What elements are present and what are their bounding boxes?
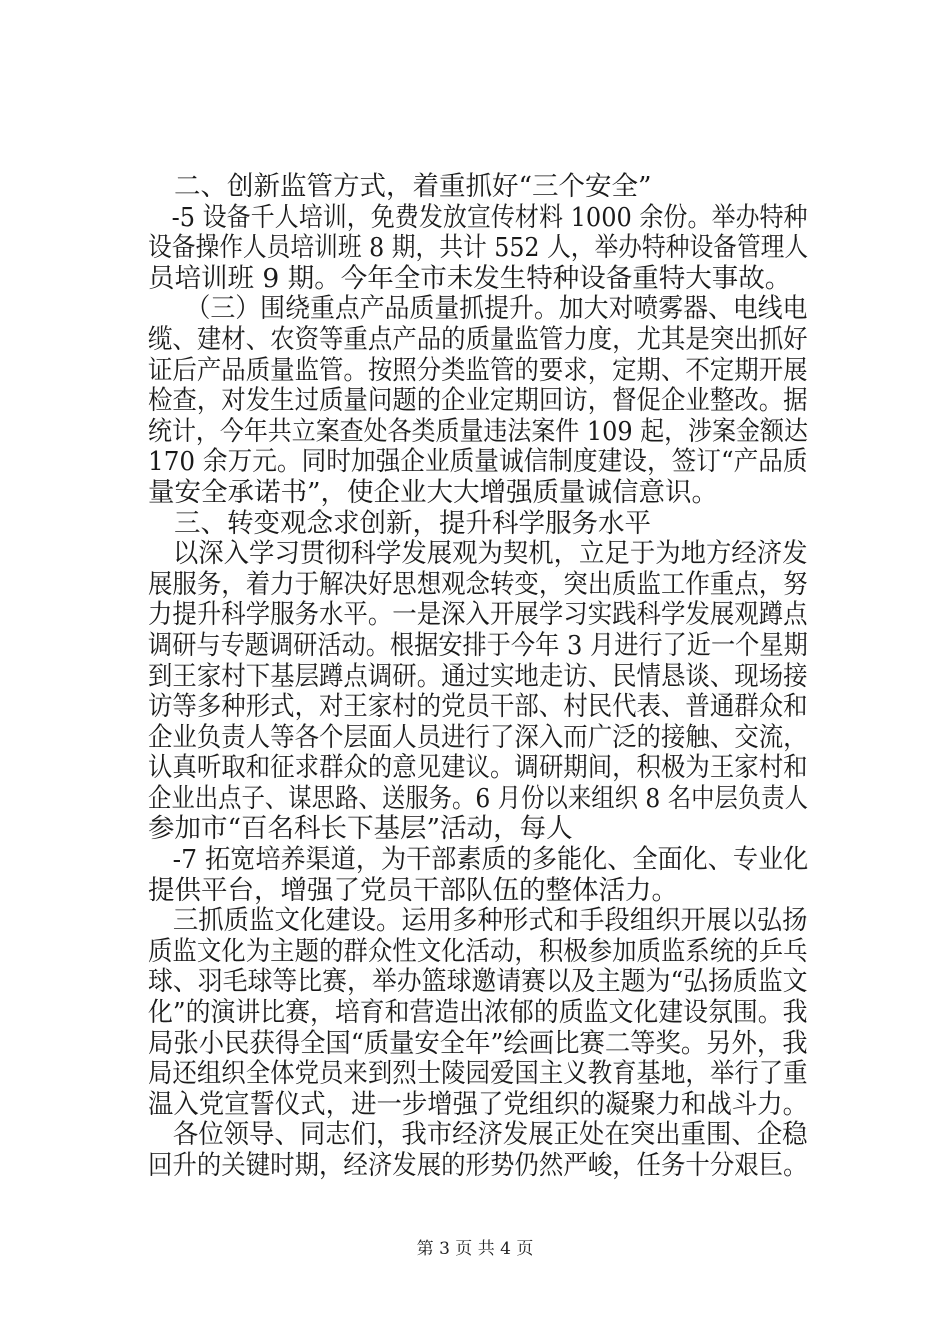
text-line: 提供平台，增强了党员干部队伍的整体活力。 [148,874,678,906]
text-line: 力提升科学服务水平。一是深入开展学习实践科学发展观蹲点 [148,599,808,631]
text-line: 量安全承诺书”，使企业大大增强质量诚信意识。 [148,476,719,508]
text-line: 二、创新监管方式，着重抓好“三个安全” [174,171,652,202]
page-footer [0,1238,950,1260]
text-line: 访等多种形式，对王家村的党员干部、村民代表、普通群众和 [148,691,808,723]
document-body [148,172,808,1182]
text-line: 检查，对发生过质量问题的企业定期回访，督促企业整改。据 [148,385,808,417]
text-line: 局张小民获得全国“质量安全年”绘画比赛二等奖。另外，我 [148,1027,808,1059]
page-number: 第 3 页 共 4 页 [416,1239,534,1259]
text-line: -5 设备千人培训，免费发放宣传材料 1000 余份。举办特种 [171,201,808,233]
text-line: （三）围绕重点产品质量抓提升。加大对喷雾器、电线电 [185,293,808,325]
text-line: 证后产品质量监管。按照分类监管的要求，定期、不定期开展 [148,354,808,386]
text-line: 化”的演讲比赛，培育和营造出浓郁的质监文化建设氛围。我 [148,997,808,1029]
text-line: 员培训班 9 期。今年全市未发生特种设备重特大事故。 [148,262,792,294]
text-line: 170 余万元。同时加强企业质量诚信制度建设，签订“产品质 [148,446,808,478]
text-line: 展服务，着力于解决好思想观念转变，突出质监工作重点，努 [148,568,808,600]
text-line: 缆、建材、农资等重点产品的质量监管力度，尤其是突出抓好 [148,323,808,355]
text-line: 企业出点子、谋思路、送服务。6 月份以来组织 8 名中层负责人 [148,782,809,814]
text-line: 企业负责人等各个层面人员进行了深入而广泛的接触、交流， [148,721,808,753]
text-line: 调研与专题调研活动。根据安排于今年 3 月进行了近一个星期 [148,629,808,661]
text-line: 局还组织全体党员来到烈士陵园爱国主义教育基地，举行了重 [148,1058,808,1090]
text-line: 认真听取和征求群众的意见建议。调研期间，积极为王家村和 [148,752,808,784]
text-line: 三、转变观念求创新，提升科学服务水平 [174,507,651,539]
text-line: 设备操作人员培训班 8 期，共计 552 人，举办特种设备管理人 [148,232,809,264]
text-line: 温入党宣誓仪式，进一步增强了党组织的凝聚力和战斗力。 [148,1088,808,1120]
text-line: 各位领导、同志们，我市经济发展正处在突出重围、企稳 [172,1119,808,1151]
text-line: 回升的关键时期，经济发展的形势仍然严峻，任务十分艰巨。 [148,1150,808,1181]
text-line: 参加市“百名科长下基层”活动，每人 [148,813,573,845]
text-line: -7 拓宽培养渠道，为干部素质的多能化、全面化、专业化 [172,844,809,876]
text-line: 统计，今年共立案查处各类质量违法案件 109 起，涉案金额达 [148,415,808,447]
text-line: 质监文化为主题的群众性文化活动，积极参加质监系统的乒乓 [148,935,808,967]
text-line: 三抓质监文化建设。运用多种形式和手段组织开展以弘扬 [172,905,808,937]
text-line: 球、羽毛球等比赛，举办篮球邀请赛以及主题为“弘扬质监文 [148,966,808,998]
text-line: 到王家村下基层蹲点调研。通过实地走访、民情恳谈、现场接 [148,660,808,692]
text-line: 以深入学习贯彻科学发展观为契机，立足于为地方经济发 [172,538,808,570]
